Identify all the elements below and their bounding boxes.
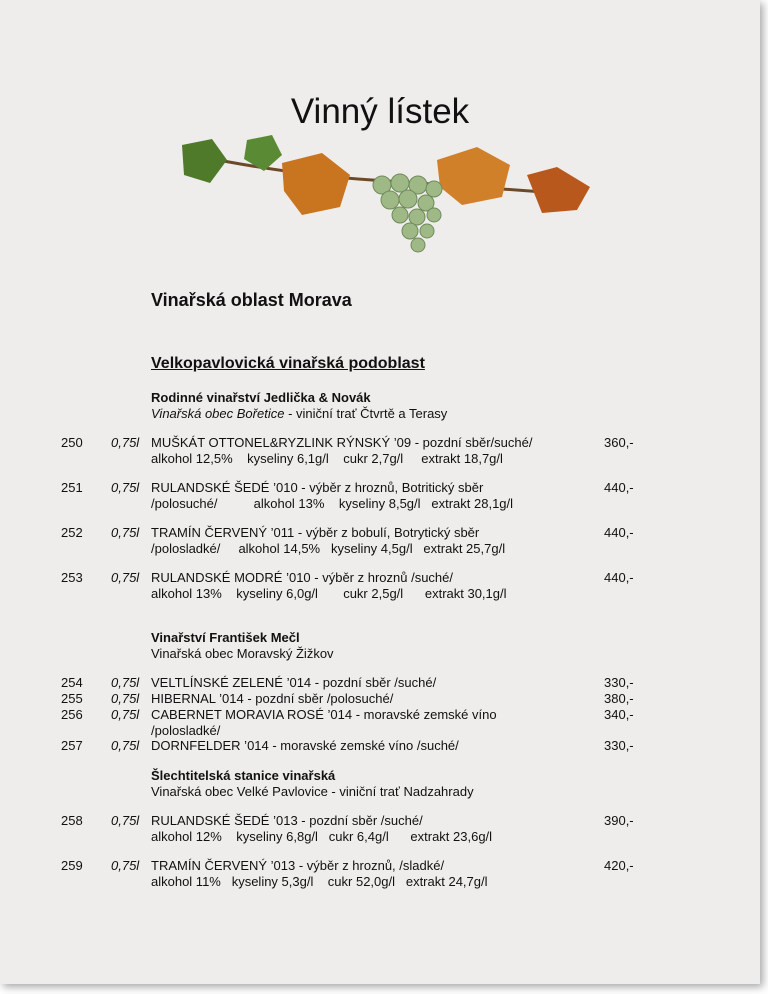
wine-number: 258: [61, 813, 83, 828]
wine-volume: 0,75l: [111, 707, 140, 722]
producer-name: Šlechtitelská stanice vinařská: [151, 768, 336, 783]
wine-price: 440,-: [604, 480, 634, 495]
wine-details: /polosladké/: [151, 723, 221, 738]
grapevine-illustration: [172, 135, 592, 255]
wine-price: 330,-: [604, 738, 634, 753]
wine-price: 440,-: [604, 525, 634, 540]
wine-price: 360,-: [604, 435, 634, 450]
producer-name: Vinařství František Mečl: [151, 630, 300, 645]
wine-price: 440,-: [604, 570, 634, 585]
wine-number: 254: [61, 675, 83, 690]
wine-volume: 0,75l: [111, 858, 140, 873]
wine-number: 253: [61, 570, 83, 585]
wine-name: TRAMÍN ČERVENÝ ’013 - výběr z hroznů, /sladké/: [151, 858, 445, 873]
wine-number: 256: [61, 707, 83, 722]
wine-number: 252: [61, 525, 83, 540]
wine-name: RULANDSKÉ ŠEDÉ ’013 - pozdní sběr /suché/: [151, 813, 423, 828]
wine-price: 330,-: [604, 675, 634, 690]
wine-volume: 0,75l: [111, 525, 140, 540]
wine-number: 255: [61, 691, 83, 706]
wine-details: alkohol 13% kyseliny 6,0g/l cukr 2,5g/l extrakt 30,1g/l: [151, 586, 507, 601]
subregion-heading: Velkopavlovická vinařská podoblast: [151, 355, 425, 372]
wine-name: RULANDSKÉ MODRÉ ’010 - výběr z hroznů /suché/: [151, 570, 453, 585]
wine-price: 380,-: [604, 691, 634, 706]
wine-name: HIBERNAL ’014 - pozdní sběr /polosuché/: [151, 691, 394, 706]
wine-volume: 0,75l: [111, 435, 140, 450]
producer-location: Vinařská obec Moravský Žižkov: [151, 646, 334, 661]
producer-name: Rodinné vinařství Jedlička & Novák: [151, 390, 371, 405]
wine-details: alkohol 12,5% kyseliny 6,1g/l cukr 2,7g/l extrakt 18,7g/l: [151, 451, 503, 466]
wine-number: 251: [61, 480, 83, 495]
wine-number: 250: [61, 435, 83, 450]
wine-details: alkohol 12% kyseliny 6,8g/l cukr 6,4g/l extrakt 23,6g/l: [151, 829, 493, 844]
producer-location: Vinařská obec Bořetice - viniční trať Čtvrtě a Terasy: [151, 406, 448, 421]
leaf-left: [182, 139, 227, 183]
wine-volume: 0,75l: [111, 813, 140, 828]
wine-name: VELTLÍNSKÉ ZELENÉ ’014 - pozdní sběr /suché/: [151, 675, 437, 690]
leaf-orange-3: [527, 167, 590, 213]
wine-name: RULANDSKÉ ŠEDÉ ’010 - výběr z hroznů, Botritický sběr: [151, 480, 484, 495]
region-heading: Vinařská oblast Morava: [151, 290, 352, 310]
wine-volume: 0,75l: [111, 691, 140, 706]
wine-price: 420,-: [604, 858, 634, 873]
grape-cluster: [373, 174, 442, 252]
wine-details: /polosuché/ alkohol 13% kyseliny 8,5g/l extrakt 28,1g/l: [151, 496, 514, 511]
wine-volume: 0,75l: [111, 480, 140, 495]
wine-number: 257: [61, 738, 83, 753]
wine-name: TRAMÍN ČERVENÝ ’011 - výběr z bobulí, Botrytický sběr: [151, 525, 480, 540]
wine-price: 340,-: [604, 707, 634, 722]
producer-location: Vinařská obec Velké Pavlovice - viniční trať Nadzahrady: [151, 784, 474, 799]
wine-number: 259: [61, 858, 83, 873]
wine-details: alkohol 11% kyseliny 5,3g/l cukr 52,0g/l extrakt 24,7g/l: [151, 874, 488, 889]
page-title: Vinný lístek: [290, 92, 470, 131]
wine-volume: 0,75l: [111, 675, 140, 690]
wine-volume: 0,75l: [111, 738, 140, 753]
wine-name: DORNFELDER ’014 - moravské zemské víno /suché/: [151, 738, 459, 753]
leaf-orange-1: [282, 153, 350, 215]
wine-volume: 0,75l: [111, 570, 140, 585]
leaf-orange-2: [437, 147, 510, 205]
wine-name: MUŠKÁT OTTONEL&RYZLINK RÝNSKÝ ’09 - pozdní sběr/suché/: [151, 435, 533, 450]
wine-price: 390,-: [604, 813, 634, 828]
wine-name: CABERNET MORAVIA ROSÉ ’014 - moravské zemské víno: [151, 707, 497, 722]
wine-details: /polosladké/ alkohol 14,5% kyseliny 4,5g/l extrakt 25,7g/l: [151, 541, 506, 556]
